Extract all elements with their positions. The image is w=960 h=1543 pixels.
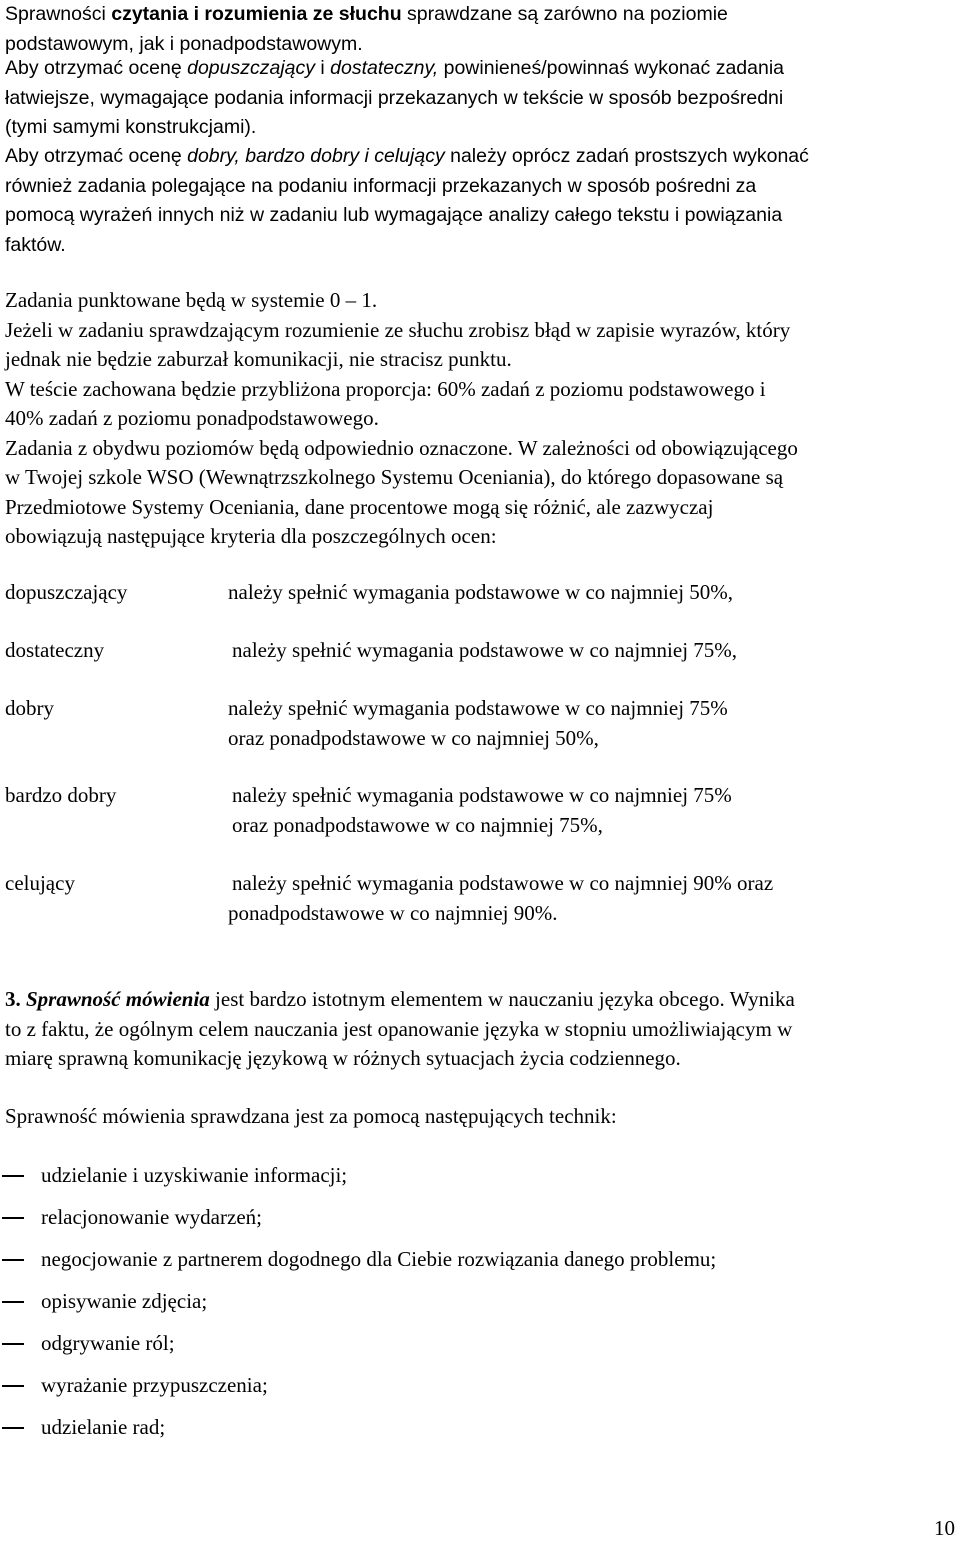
text-line: obowiązują następujące kryteria dla poszczególnych ocen: xyxy=(5,524,497,548)
bold-term: czytania i rozumienia ze słuchu xyxy=(111,3,402,25)
list-item: odgrywanie ról; xyxy=(0,1328,950,1358)
paragraph-speaking-skill xyxy=(5,985,957,1074)
grade-name: celujący xyxy=(5,871,75,895)
list-item: udzielanie rad; xyxy=(0,1412,950,1442)
list-item: udzielanie i uzyskiwanie informacji; xyxy=(0,1160,950,1190)
grade-name: dostateczny xyxy=(5,638,105,662)
text-line: w Twojej szkole WSO (Wewnątrzszkolnego Systemu Oceniania), do którego dopasowane są xyxy=(5,465,784,489)
dash-bullet-icon xyxy=(2,1427,24,1429)
text-line: Aby otrzymać ocenę dopuszczający i dostateczny, powinieneś/powinnaś wykonać zadania xyxy=(5,57,785,79)
dash-bullet-icon xyxy=(2,1175,24,1177)
list-item: opisywanie zdjęcia; xyxy=(0,1286,950,1316)
text-line: Sprawności czytania i rozumienia ze słuchu sprawdzane są zarówno na poziomie xyxy=(5,3,728,25)
text-line: łatwiejsze, wymagające podania informacji przekazanych w tekście w sposób bezpośredni xyxy=(5,86,784,109)
list-item: negocjowanie z partnerem dogodnego dla Ciebie rozwiązania danego problemu; xyxy=(0,1244,950,1274)
text-line: 40% zadań z poziomu ponadpodstawowego. xyxy=(5,406,379,430)
text-line: również zadania polegające na podaniu informacji przekazanych w sposób pośredni za xyxy=(5,174,757,197)
paragraph-techniques-intro xyxy=(5,1102,957,1132)
grade-requirement-continued: ponadpodstawowe w co najmniej 90%. xyxy=(228,901,558,925)
grade-name: bardzo dobry xyxy=(5,783,117,807)
paragraph-basic-grades xyxy=(5,54,957,143)
list-item: wyrażanie przypuszczenia; xyxy=(0,1370,950,1400)
dash-bullet-icon xyxy=(2,1301,24,1303)
dash-bullet-icon xyxy=(2,1259,24,1261)
text-line: Zadania z obydwu poziomów będą odpowiednio oznaczone. W zależności od obowiązującego xyxy=(5,435,798,460)
italic-term: dobry, bardzo dobry i celujący xyxy=(187,145,445,167)
text-line: podstawowym, jak i ponadpodstawowym. xyxy=(5,32,363,55)
list-item: relacjonowanie wydarzeń; xyxy=(0,1202,950,1232)
grade-requirement-continued: oraz ponadpodstawowe w co najmniej 75%, xyxy=(232,813,603,837)
text-line: Sprawność mówienia sprawdzana jest za pomocą następujących technik: xyxy=(5,1104,617,1128)
text-line: W teście zachowana będzie przybliżona proporcja: 60% zadań z poziomu podstawowego i xyxy=(5,376,766,401)
bold-italic-term: Sprawność mówienia xyxy=(26,987,210,1011)
paragraph-scoring-rules xyxy=(5,286,957,552)
grade-requirement: należy spełnić wymagania podstawowe w co najmniej 75%, xyxy=(232,638,738,662)
grade-requirement: należy spełnić wymagania podstawowe w co najmniej 90% oraz xyxy=(232,871,774,895)
page-number: 10 xyxy=(934,1516,955,1540)
text-line: pomocą wyrażeń innych niż w zadaniu lub wymagające analizy całego tekstu i powiązania xyxy=(5,204,783,226)
grade-name: dobry xyxy=(5,696,54,720)
grade-requirement: należy spełnić wymagania podstawowe w co najmniej 75% xyxy=(228,696,728,720)
italic-term: dostateczny, xyxy=(330,57,439,79)
dash-bullet-icon xyxy=(2,1385,24,1387)
section-number: 3. xyxy=(5,987,26,1011)
paragraph-reading-listening-intro xyxy=(5,0,957,59)
text-line: (tymi samymi konstrukcjami). xyxy=(5,116,257,138)
italic-term: dopuszczający xyxy=(187,57,315,79)
grade-requirement-continued: oraz ponadpodstawowe w co najmniej 50%, xyxy=(228,726,599,750)
grade-requirement: należy spełnić wymagania podstawowe w co najmniej 75% xyxy=(232,783,732,807)
dash-bullet-icon xyxy=(2,1343,24,1345)
dash-bullet-icon xyxy=(2,1217,24,1219)
text-line: 3. Sprawność mówienia jest bardzo istotnym elementem w nauczaniu języka obcego. Wynika xyxy=(5,987,795,1011)
paragraph-higher-grades xyxy=(5,142,957,260)
text-line: Jeżeli w zadaniu sprawdzającym rozumienie ze słuchu zrobisz błąd w zapisie wyrazów, który xyxy=(5,317,791,342)
grade-requirement: należy spełnić wymagania podstawowe w co najmniej 50%, xyxy=(228,580,734,604)
text-line: to z faktu, że ogólnym celem nauczania jest opanowanie języka w stopniu umożliwiającym w xyxy=(5,1016,793,1041)
text-line: faktów. xyxy=(5,233,66,256)
text-line: Przedmiotowe Systemy Oceniania, dane procentowe mogą się różnić, ale zazwyczaj xyxy=(5,494,714,519)
text-line: miarę sprawną komunikację językową w różnych sytuacjach życia codziennego. xyxy=(5,1046,681,1070)
text-line: Aby otrzymać ocenę dobry, bardzo dobry i celujący należy oprócz zadań prostszych wykonać xyxy=(5,145,809,167)
grade-name: dopuszczający xyxy=(5,580,128,604)
text-line: jednak nie będzie zaburzał komunikacji, nie stracisz punktu. xyxy=(5,347,512,371)
text-line: Zadania punktowane będą w systemie 0 – 1. xyxy=(5,288,378,312)
